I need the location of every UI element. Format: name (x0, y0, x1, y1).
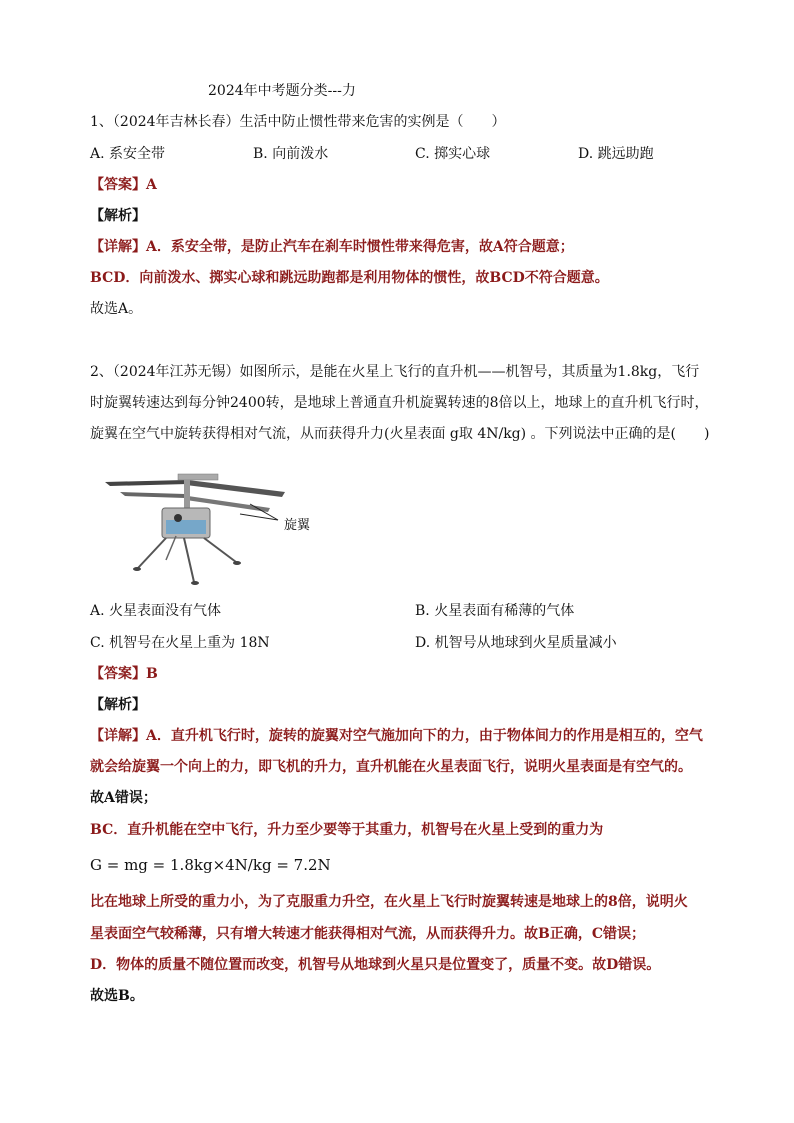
question-2-answer: 【答案】B (90, 666, 158, 682)
question-1-option-c: C. 掷实心球 (415, 146, 491, 162)
question-1-detail: 【详解】A．系安全带，是防止汽车在刹车时惯性带来得危害，故A符合题意； (90, 239, 574, 255)
question-2-stem-line-2: 时旋翼转速达到每分钟2400转，是地球上普通直升机旋翼转速的8倍以上，地球上的直升机飞行时， (90, 395, 709, 411)
question-2-detail-bc-line-1: BC．直升机能在空中飞行，升力至少要等于其重力，机智号在火星上受到的重力为 (90, 822, 604, 838)
question-2-option-b: B. 火星表面有稀薄的气体 (415, 603, 575, 619)
question-1-option-d: D. 跳远助跑 (578, 146, 654, 162)
question-2-option-d: D. 机智号从地球到火星质量减小 (415, 635, 617, 651)
question-2-stem-line-3: 旋翼在空气中旋转获得相对气流，从而获得升力(火星表面 g取 4N/kg) 。下列说法中正确的是( ) (90, 426, 710, 442)
leg-back (184, 538, 194, 582)
question-2-detail-d: D．物体的质量不随位置而改变，机智号从地球到火星只是位置变了，质量不变。故D错误。 (90, 957, 661, 973)
rotor-blade-upper-left (105, 480, 188, 486)
question-1-option-a: A. 系安全带 (90, 146, 166, 162)
question-2-detail-bc-line-3: 星表面空气较稀薄，只有增大转速才能获得相对气流，从而获得升力。故B正确，C错误； (90, 926, 645, 942)
question-1-analysis-label: 【解析】 (90, 208, 146, 224)
helicopter-figure (100, 470, 330, 590)
rotor-label: 旋翼 (284, 518, 311, 533)
question-1-conclusion: 故选A。 (90, 301, 143, 317)
body-blue-panel (166, 520, 206, 534)
question-1-detail-2: BCD．向前泼水、掷实心球和跳远助跑都是利用物体的惯性，故BCD不符合题意。 (90, 270, 609, 286)
page-title: 2024年中考题分类---力 (208, 83, 356, 99)
question-2-detail-a-line-2: 就会给旋翼一个向上的力，即飞机的升力，直升机能在火星表面飞行，说明火星表面是有空气的。 (90, 759, 692, 775)
rotor-blade-lower-left (120, 492, 185, 498)
question-2-conclusion: 故选B。 (90, 988, 144, 1004)
question-2-detail-a-line-3: 故A错误； (90, 790, 157, 806)
question-2-detail-a-line-1: 【详解】A．直升机飞行时，旋转的旋翼对空气施加向下的力，由于物体间力的作用是相互的，空气 (90, 728, 703, 744)
question-2-option-c: C. 机智号在火星上重为 18N (90, 635, 270, 651)
question-1-option-b: B. 向前泼水 (253, 146, 329, 162)
camera-lens (174, 514, 182, 522)
rotor-mast (184, 480, 190, 508)
rotor-blade-upper-right (186, 480, 285, 497)
question-1-stem: 1、（2024年吉林长春）生活中防止惯性带来危害的实例是（ ） (90, 114, 506, 130)
question-2-detail-bc-line-2: 比在地球上所受的重力小，为了克服重力升空，在火星上飞行时旋翼转速是地球上的8倍，说明火 (90, 894, 688, 910)
question-2-option-a: A. 火星表面没有气体 (90, 603, 222, 619)
solar-panel (178, 474, 218, 480)
leg-middle (166, 536, 176, 560)
leg-front-left (138, 538, 166, 568)
weight-formula: G = mg = 1.8kg×4N/kg = 7.2N (90, 856, 331, 874)
leg-front-right (204, 538, 236, 562)
question-2-analysis-label: 【解析】 (90, 697, 146, 713)
question-1-answer: 【答案】A (90, 177, 157, 193)
question-2-stem-line-1: 2、（2024年江苏无锡）如图所示，是能在火星上飞行的直升机——机智号，其质量为1.8kg，飞行 (90, 364, 700, 380)
